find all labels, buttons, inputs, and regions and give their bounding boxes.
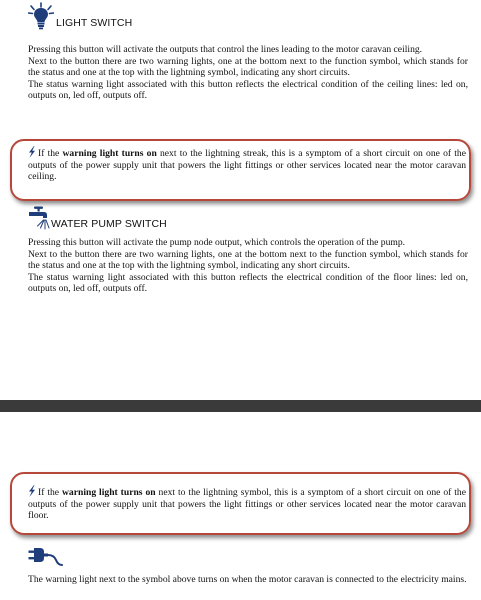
light-bulb-icon (28, 2, 54, 30)
water-pump-heading (28, 206, 167, 230)
floor-warning-text (28, 485, 466, 522)
power-plug-icon (28, 546, 64, 568)
pump-paragraph-3: The status warning light associated with this button reflects the electrical condition of the floor lines: led on, outputs on, led off, outputs off. (28, 271, 468, 295)
pump-paragraph-1: Pressing this button will activate the pump node output, which controls the operation of the pump. (28, 237, 406, 248)
water-pump-description (28, 237, 468, 295)
ceiling-callout-prefix: If the (38, 148, 63, 159)
water-tap-icon (28, 206, 50, 230)
mains-connection-text: The warning light next to the symbol above turns on when the motor caravan is connected to the electricity mains. (28, 574, 467, 585)
lightning-bolt-icon (28, 485, 36, 497)
light-paragraph-3: The status warning light associated with this button reflects the electrical condition of the ceiling lines: led on, outputs on, led off, outputs off. (28, 78, 468, 102)
lightning-bolt-icon (28, 146, 36, 158)
water-pump-title: WATER PUMP SWITCH (51, 218, 167, 230)
light-switch-description (28, 44, 468, 102)
pump-paragraph-2: Next to the button there are two warning lights, one at the bottom next to the function symbol, which stands for the status and one at the top with the lightning symbol, indicating any short circuits. (28, 248, 468, 272)
floor-callout-prefix: If the (38, 487, 62, 498)
document-page-bottom (0, 412, 481, 600)
floor-callout-bold: warning light turns on (62, 487, 156, 498)
ceiling-callout-rest: next to the lightning streak, this is a symptom of a short circuit on one of the outputs of the power supply unit that powers the light fittings or other services located near the motor caravan ceiling. (28, 148, 466, 183)
light-paragraph-2: Next to the button there are two warning lights, one at the bottom next to the function symbol, which stands for the status and one at the top with the lightning symbol, indicating any short circuits. (28, 55, 468, 79)
page-separator (0, 400, 481, 412)
ceiling-warning-text (28, 146, 466, 183)
light-paragraph-1: Pressing this button will activate the outputs that control the lines leading to the motor caravan ceiling. (28, 44, 423, 55)
light-switch-heading (28, 2, 132, 30)
floor-callout-rest: next to the lightning symbol, this is a symptom of a short circuit on one of the outputs of the power supply unit that powers the light fittings or other services located near the motor caravan floor. (28, 487, 466, 522)
light-switch-title: LIGHT SWITCH (56, 17, 133, 29)
ceiling-callout-bold: warning light turns on (62, 148, 157, 159)
